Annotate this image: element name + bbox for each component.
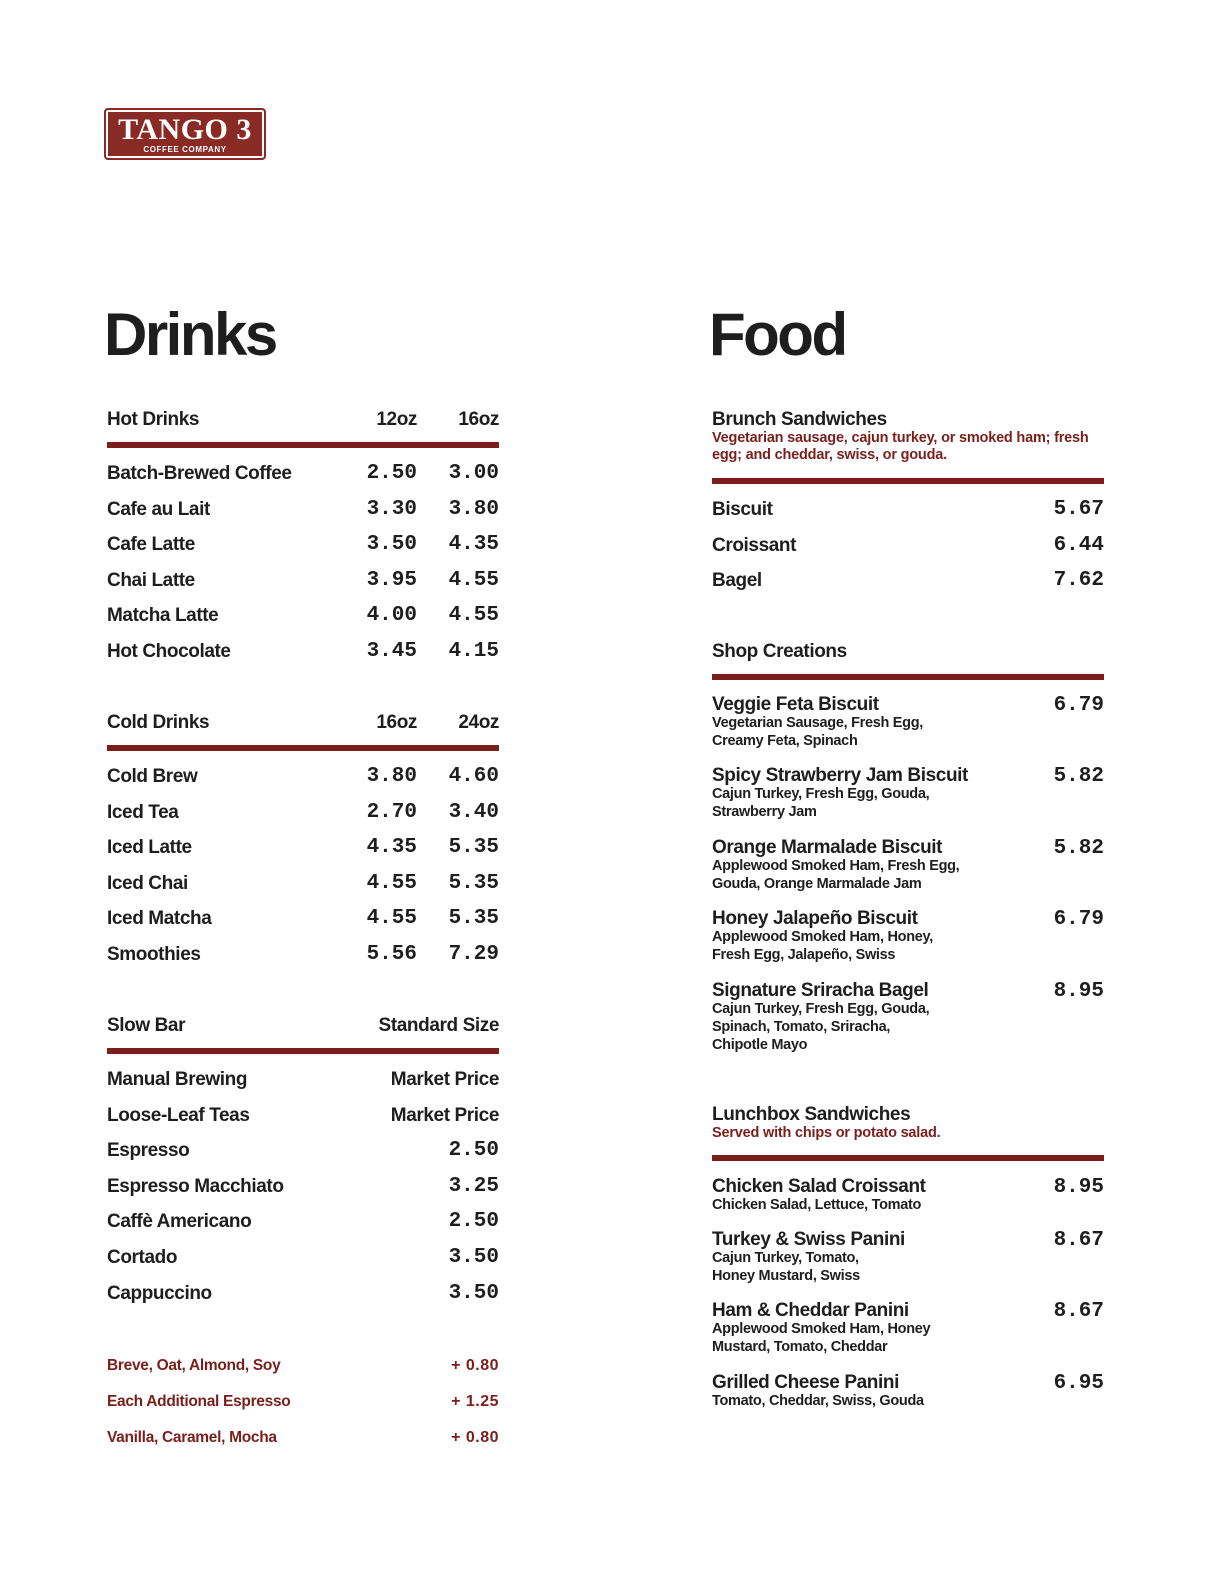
menu-item: [107, 1175, 499, 1211]
item-name: Espresso Macchiato: [107, 1175, 284, 1197]
item-price-small: 5.56: [366, 942, 417, 966]
menu-item: [107, 604, 499, 640]
item-price-large: 5.35: [448, 871, 499, 895]
menu-item: [107, 640, 499, 676]
item-price: 8.67: [1053, 1229, 1104, 1252]
item-price: Market Price: [390, 1069, 499, 1090]
item-price-large: 3.80: [448, 497, 499, 521]
menu-item: [712, 837, 1104, 908]
item-name: Orange Marmalade Biscuit: [712, 836, 943, 858]
item-description: Cajun Turkey, Fresh Egg, Gouda, Spinach, Tomato, Sriracha, Chipotle Mayo: [712, 1000, 930, 1053]
add-on-name: Vanilla, Caramel, Mocha: [107, 1428, 277, 1446]
hot-drinks-section: [107, 409, 499, 663]
section-rule: [712, 674, 1104, 680]
item-description: Chicken Salad, Lettuce, Tomato: [712, 1197, 922, 1213]
logo-wordmark: TANGO 3: [118, 113, 252, 146]
item-price-large: 4.60: [448, 765, 499, 788]
item-description: Cajun Turkey, Fresh Egg, Gouda, Strawberry Jam: [712, 786, 930, 821]
menu-item: [107, 836, 499, 872]
section-title: Slow Bar: [107, 1015, 186, 1036]
menu-item: [107, 1210, 499, 1246]
item-price: Market Price: [390, 1104, 499, 1126]
item-price-large: 3.40: [448, 800, 499, 824]
menu-item: [107, 765, 499, 801]
menu-item: [107, 498, 499, 534]
item-price-small: 4.55: [366, 907, 417, 931]
item-price-small: 2.50: [366, 462, 417, 485]
section-title: Hot Drinks: [107, 409, 200, 430]
menu-item: [712, 765, 1104, 836]
section-header: [107, 712, 499, 742]
drink-add-ons: [107, 1354, 499, 1461]
item-description: Cajun Turkey, Tomato, Honey Mustard, Swiss: [712, 1250, 860, 1284]
item-name: Turkey & Swiss Panini: [712, 1229, 905, 1250]
size-header-standard: Standard Size: [378, 1015, 499, 1036]
item-price-large: 4.55: [448, 568, 499, 592]
section-header: [107, 409, 499, 439]
menu-item: [712, 498, 1104, 534]
item-price: 6.79: [1053, 694, 1104, 717]
menu-item: [107, 801, 499, 837]
cold-drinks-section: [107, 712, 499, 966]
add-on-item: [107, 1390, 499, 1426]
menu-item: [107, 943, 499, 979]
section-header: [712, 409, 1104, 463]
add-on-name: Breve, Oat, Almond, Soy: [107, 1357, 281, 1374]
add-on-price: + 0.80: [451, 1357, 499, 1374]
item-name: Cappuccino: [107, 1282, 212, 1304]
section-title: Cold Drinks: [107, 712, 210, 733]
section-title: Brunch Sandwiches: [712, 409, 887, 430]
section-rule: [712, 478, 1104, 484]
item-price-small: 3.95: [366, 568, 417, 592]
item-name: Iced Chai: [107, 872, 188, 894]
item-price-large: 4.15: [448, 639, 499, 663]
item-description: Applewood Smoked Ham, Honey Mustard, Tomato, Cheddar: [712, 1321, 931, 1356]
item-price-small: 2.70: [366, 800, 417, 824]
add-on-item: [107, 1354, 499, 1390]
item-price-small: 3.45: [366, 639, 417, 663]
item-name: Honey Jalapeño Biscuit: [712, 908, 918, 930]
item-name: Chai Latte: [107, 569, 195, 591]
section-rule: [107, 442, 499, 448]
item-price: 8.67: [1053, 1300, 1104, 1324]
item-price: 7.62: [1053, 569, 1104, 593]
section-title: Shop Creations: [712, 641, 847, 662]
item-price-small: 4.00: [366, 604, 417, 628]
item-name: Ham & Cheddar Panini: [712, 1300, 909, 1322]
menu-item: [107, 1139, 499, 1175]
item-price-large: 7.29: [448, 942, 499, 966]
menu-item: [107, 872, 499, 908]
item-name: Espresso: [107, 1140, 190, 1162]
size-header-large: 16oz: [458, 409, 499, 430]
menu-item: [107, 907, 499, 943]
item-name: Spicy Strawberry Jam Biscuit: [712, 765, 968, 787]
item-name: Cortado: [107, 1246, 178, 1268]
add-on-price: + 0.80: [451, 1428, 499, 1446]
item-price: 3.50: [448, 1281, 499, 1305]
item-name: Signature Sriracha Bagel: [712, 979, 929, 1001]
item-name: Chicken Salad Croissant: [712, 1176, 926, 1197]
item-price-large: 3.00: [448, 462, 499, 485]
menu-item: [107, 569, 499, 605]
item-name: Hot Chocolate: [107, 640, 231, 662]
item-price: 5.82: [1053, 765, 1104, 789]
item-price: 5.67: [1053, 498, 1104, 521]
item-name: Manual Brewing: [107, 1069, 248, 1090]
item-name: Iced Tea: [107, 801, 179, 823]
section-rule: [107, 1048, 499, 1054]
section-title: Lunchbox Sandwiches: [712, 1104, 911, 1125]
item-description: Applewood Smoked Ham, Honey, Fresh Egg, Jalapeño, Swiss: [712, 929, 933, 964]
item-price: 3.50: [448, 1245, 499, 1269]
item-name: Loose-Leaf Teas: [107, 1104, 250, 1126]
item-price-small: 4.55: [366, 871, 417, 895]
item-name: Matcha Latte: [107, 605, 219, 627]
item-price-small: 3.80: [366, 765, 417, 788]
menu-item: [712, 694, 1104, 765]
item-name: Grilled Cheese Panini: [712, 1371, 899, 1393]
section-rule: [107, 745, 499, 751]
item-description: Applewood Smoked Ham, Fresh Egg, Gouda, Orange Marmalade Jam: [712, 857, 960, 892]
drinks-heading: Drinks: [104, 301, 276, 368]
item-name: Cold Brew: [107, 766, 198, 787]
item-price-large: 4.35: [448, 533, 499, 557]
item-price: 6.95: [1053, 1371, 1104, 1395]
food-heading: Food: [709, 301, 846, 368]
item-name: Croissant: [712, 534, 797, 556]
item-price: 5.82: [1053, 836, 1104, 860]
item-description: Tomato, Cheddar, Swiss, Gouda: [712, 1392, 924, 1409]
size-header-large: 24oz: [458, 712, 499, 733]
item-name: Iced Latte: [107, 837, 192, 859]
add-on-price: + 1.25: [451, 1392, 499, 1410]
item-name: Caffè Americano: [107, 1211, 252, 1233]
logo-tagline: COFFEE COMPANY: [143, 145, 227, 154]
item-price-large: 5.35: [448, 907, 499, 931]
item-price-large: 5.35: [448, 836, 499, 860]
item-name: Cafe au Lait: [107, 498, 210, 520]
item-name: Iced Matcha: [107, 908, 212, 930]
item-name: Biscuit: [712, 499, 773, 520]
shop-creations-section: [712, 641, 1104, 1053]
menu-item: [712, 908, 1104, 979]
item-price-small: 3.50: [366, 533, 417, 557]
menu-item: [712, 569, 1104, 605]
item-name: Smoothies: [107, 943, 201, 965]
item-name: Bagel: [712, 570, 762, 592]
menu-item: [107, 533, 499, 569]
item-description: Vegetarian Sausage, Fresh Egg, Creamy Feta, Spinach: [712, 715, 923, 749]
item-name: Veggie Feta Biscuit: [712, 694, 879, 715]
item-name: Batch-Brewed Coffee: [107, 463, 292, 484]
size-header-small: 12oz: [376, 409, 417, 430]
section-subtitle: Vegetarian sausage, cajun turkey, or smoked ham; fresh egg; and cheddar, swiss, or gouda.: [712, 430, 1089, 463]
menu-item: [712, 1176, 1104, 1229]
item-price: 8.95: [1053, 1176, 1104, 1199]
item-name: Cafe Latte: [107, 534, 195, 556]
item-price: 3.25: [448, 1174, 499, 1198]
menu-item: [712, 1300, 1104, 1371]
menu-item: [107, 1246, 499, 1282]
tango3-logo: [104, 108, 266, 160]
menu-item: [107, 1068, 499, 1104]
slow-bar-section: [107, 1015, 499, 1305]
item-price: 6.44: [1053, 533, 1104, 557]
section-header: [107, 1015, 499, 1045]
section-header: [712, 1104, 1104, 1141]
add-on-name: Each Additional Espresso: [107, 1392, 291, 1410]
menu-item: [712, 1229, 1104, 1300]
item-price-small: 3.30: [366, 497, 417, 521]
item-price-large: 4.55: [448, 604, 499, 628]
menu-item: [712, 534, 1104, 570]
size-header-small: 16oz: [376, 712, 417, 733]
menu-item: [107, 1282, 499, 1318]
item-price: 8.95: [1053, 979, 1104, 1003]
menu-item: [712, 1372, 1104, 1425]
section-rule: [712, 1155, 1104, 1161]
lunchbox-sandwiches-section: [712, 1104, 1104, 1409]
item-price: 2.50: [448, 1139, 499, 1163]
menu-item: [107, 462, 499, 498]
brunch-sandwiches-section: [712, 409, 1104, 593]
add-on-item: [107, 1426, 499, 1462]
section-subtitle: Served with chips or potato salad.: [712, 1125, 941, 1141]
menu-item: [712, 980, 1104, 1070]
item-price-small: 4.35: [366, 836, 417, 860]
item-price: 2.50: [448, 1210, 499, 1234]
menu-item: [107, 1104, 499, 1140]
section-header: [712, 641, 1104, 671]
item-price: 6.79: [1053, 908, 1104, 932]
